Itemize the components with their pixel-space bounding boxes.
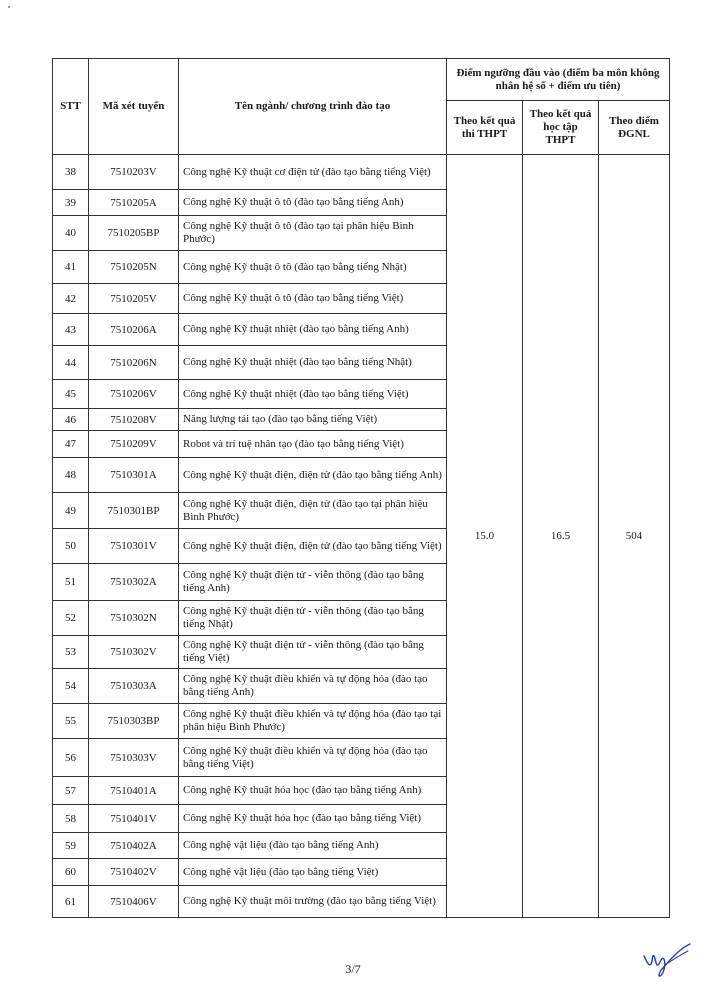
- header-threshold: Điểm ngưỡng đầu vào (điểm ba môn không nhân hệ số + điểm ưu tiên): [447, 59, 670, 101]
- row-stt: 60: [53, 859, 89, 886]
- row-stt: 38: [53, 155, 89, 190]
- row-code: 7510303V: [89, 739, 179, 777]
- row-stt: 43: [53, 314, 89, 346]
- row-code: 7510302V: [89, 636, 179, 669]
- row-stt: 41: [53, 251, 89, 284]
- row-code: 7510208V: [89, 409, 179, 431]
- row-stt: 59: [53, 833, 89, 859]
- row-code: 7510206N: [89, 346, 179, 380]
- row-code: 7510402V: [89, 859, 179, 886]
- row-stt: 49: [53, 493, 89, 529]
- header-stt: STT: [53, 59, 89, 155]
- row-stt: 45: [53, 380, 89, 409]
- row-code: 7510303A: [89, 669, 179, 704]
- row-program-name: Công nghệ Kỹ thuật điện tử - viễn thông (đào tạo bằng tiếng Anh): [179, 564, 447, 601]
- row-stt: 54: [53, 669, 89, 704]
- row-program-name: Robot và trí tuệ nhân tạo (đào tạo bằng tiếng Việt): [179, 431, 447, 458]
- row-stt: 46: [53, 409, 89, 431]
- row-program-name: Công nghệ vật liệu (đào tạo bằng tiếng Anh): [179, 833, 447, 859]
- row-stt: 52: [53, 601, 89, 636]
- header-code: Mã xét tuyển: [89, 59, 179, 155]
- row-code: 7510209V: [89, 431, 179, 458]
- row-program-name: Công nghệ Kỹ thuật điện tử - viễn thông (đào tạo bằng tiếng Nhật): [179, 601, 447, 636]
- row-stt: 57: [53, 777, 89, 805]
- scan-speck: [8, 6, 10, 8]
- table-header: [53, 59, 670, 155]
- row-stt: 40: [53, 216, 89, 251]
- row-program-name: Công nghệ Kỹ thuật điều khiển và tự động hóa (đào tạo tại phân hiệu Bình Phước): [179, 704, 447, 739]
- row-code: 7510303BP: [89, 704, 179, 739]
- row-stt: 61: [53, 886, 89, 918]
- row-stt: 51: [53, 564, 89, 601]
- row-program-name: Công nghệ Kỹ thuật nhiệt (đào tạo bằng tiếng Anh): [179, 314, 447, 346]
- row-program-name: Công nghệ Kỹ thuật hóa học (đào tạo bằng tiếng Anh): [179, 777, 447, 805]
- row-program-name: Công nghệ Kỹ thuật ô tô (đào tạo bằng tiếng Anh): [179, 190, 447, 216]
- row-code: 7510302A: [89, 564, 179, 601]
- row-stt: 53: [53, 636, 89, 669]
- row-code: 7510205N: [89, 251, 179, 284]
- row-code: 7510206A: [89, 314, 179, 346]
- signature-icon: [638, 942, 696, 980]
- row-code: 7510302N: [89, 601, 179, 636]
- row-code: 7510203V: [89, 155, 179, 190]
- score-thpt: 15.0: [447, 155, 523, 918]
- row-code: 7510406V: [89, 886, 179, 918]
- score-dgnl: 504: [599, 155, 670, 918]
- row-program-name: Công nghệ Kỹ thuật ô tô (đào tạo bằng tiếng Nhật): [179, 251, 447, 284]
- row-stt: 39: [53, 190, 89, 216]
- row-stt: 58: [53, 805, 89, 833]
- row-code: 7510205BP: [89, 216, 179, 251]
- row-code: 7510206V: [89, 380, 179, 409]
- header-col-thpt: Theo kết quả thi THPT: [447, 101, 523, 155]
- row-program-name: Công nghệ Kỹ thuật điện tử - viễn thông (đào tạo bằng tiếng Việt): [179, 636, 447, 669]
- row-program-name: Công nghệ Kỹ thuật ô tô (đào tạo tại phân hiệu Bình Phước): [179, 216, 447, 251]
- header-program: Tên ngành/ chương trình đào tạo: [179, 59, 447, 155]
- header-col-hoc-tap: Theo kết quả học tập THPT: [523, 101, 599, 155]
- row-program-name: Công nghệ Kỹ thuật cơ điện tử (đào tạo bằng tiếng Việt): [179, 155, 447, 190]
- header-col-dgnl: Theo điểm ĐGNL: [599, 101, 670, 155]
- row-program-name: Công nghệ Kỹ thuật điện, điện tử (đào tạo bằng tiếng Việt): [179, 529, 447, 564]
- row-code: 7510401A: [89, 777, 179, 805]
- table-body: [53, 155, 670, 918]
- admission-threshold-table: [52, 58, 670, 918]
- row-program-name: Công nghệ Kỹ thuật điều khiển và tự động hóa (đào tạo bằng tiếng Anh): [179, 669, 447, 704]
- row-code: 7510205V: [89, 284, 179, 314]
- row-stt: 44: [53, 346, 89, 380]
- row-program-name: Công nghệ vật liệu (đào tạo bằng tiếng Việt): [179, 859, 447, 886]
- table-row: [53, 155, 670, 190]
- row-code: 7510301V: [89, 529, 179, 564]
- row-code: 7510205A: [89, 190, 179, 216]
- row-stt: 56: [53, 739, 89, 777]
- row-program-name: Công nghệ Kỹ thuật ô tô (đào tạo bằng tiếng Việt): [179, 284, 447, 314]
- row-program-name: Năng lượng tái tạo (đào tạo bằng tiếng Việt): [179, 409, 447, 431]
- row-program-name: Công nghệ Kỹ thuật nhiệt (đào tạo bằng tiếng Nhật): [179, 346, 447, 380]
- row-stt: 48: [53, 458, 89, 493]
- row-code: 7510301BP: [89, 493, 179, 529]
- row-code: 7510401V: [89, 805, 179, 833]
- page-number: 3/7: [345, 962, 361, 976]
- row-program-name: Công nghệ Kỹ thuật điều khiển và tự động hóa (đào tạo bằng tiếng Việt): [179, 739, 447, 777]
- row-program-name: Công nghệ Kỹ thuật điện, điện tử (đào tạo bằng tiếng Anh): [179, 458, 447, 493]
- row-stt: 50: [53, 529, 89, 564]
- row-program-name: Công nghệ Kỹ thuật nhiệt (đào tạo bằng tiếng Việt): [179, 380, 447, 409]
- row-stt: 55: [53, 704, 89, 739]
- row-program-name: Công nghệ Kỹ thuật môi trường (đào tạo bằng tiếng Việt): [179, 886, 447, 918]
- row-stt: 42: [53, 284, 89, 314]
- row-code: 7510402A: [89, 833, 179, 859]
- row-code: 7510301A: [89, 458, 179, 493]
- row-program-name: Công nghệ Kỹ thuật hóa học (đào tạo bằng tiếng Việt): [179, 805, 447, 833]
- row-stt: 47: [53, 431, 89, 458]
- row-program-name: Công nghệ Kỹ thuật điện, điện tử (đào tạo tại phân hiệu Bình Phước): [179, 493, 447, 529]
- score-hoc-tap: 16.5: [523, 155, 599, 918]
